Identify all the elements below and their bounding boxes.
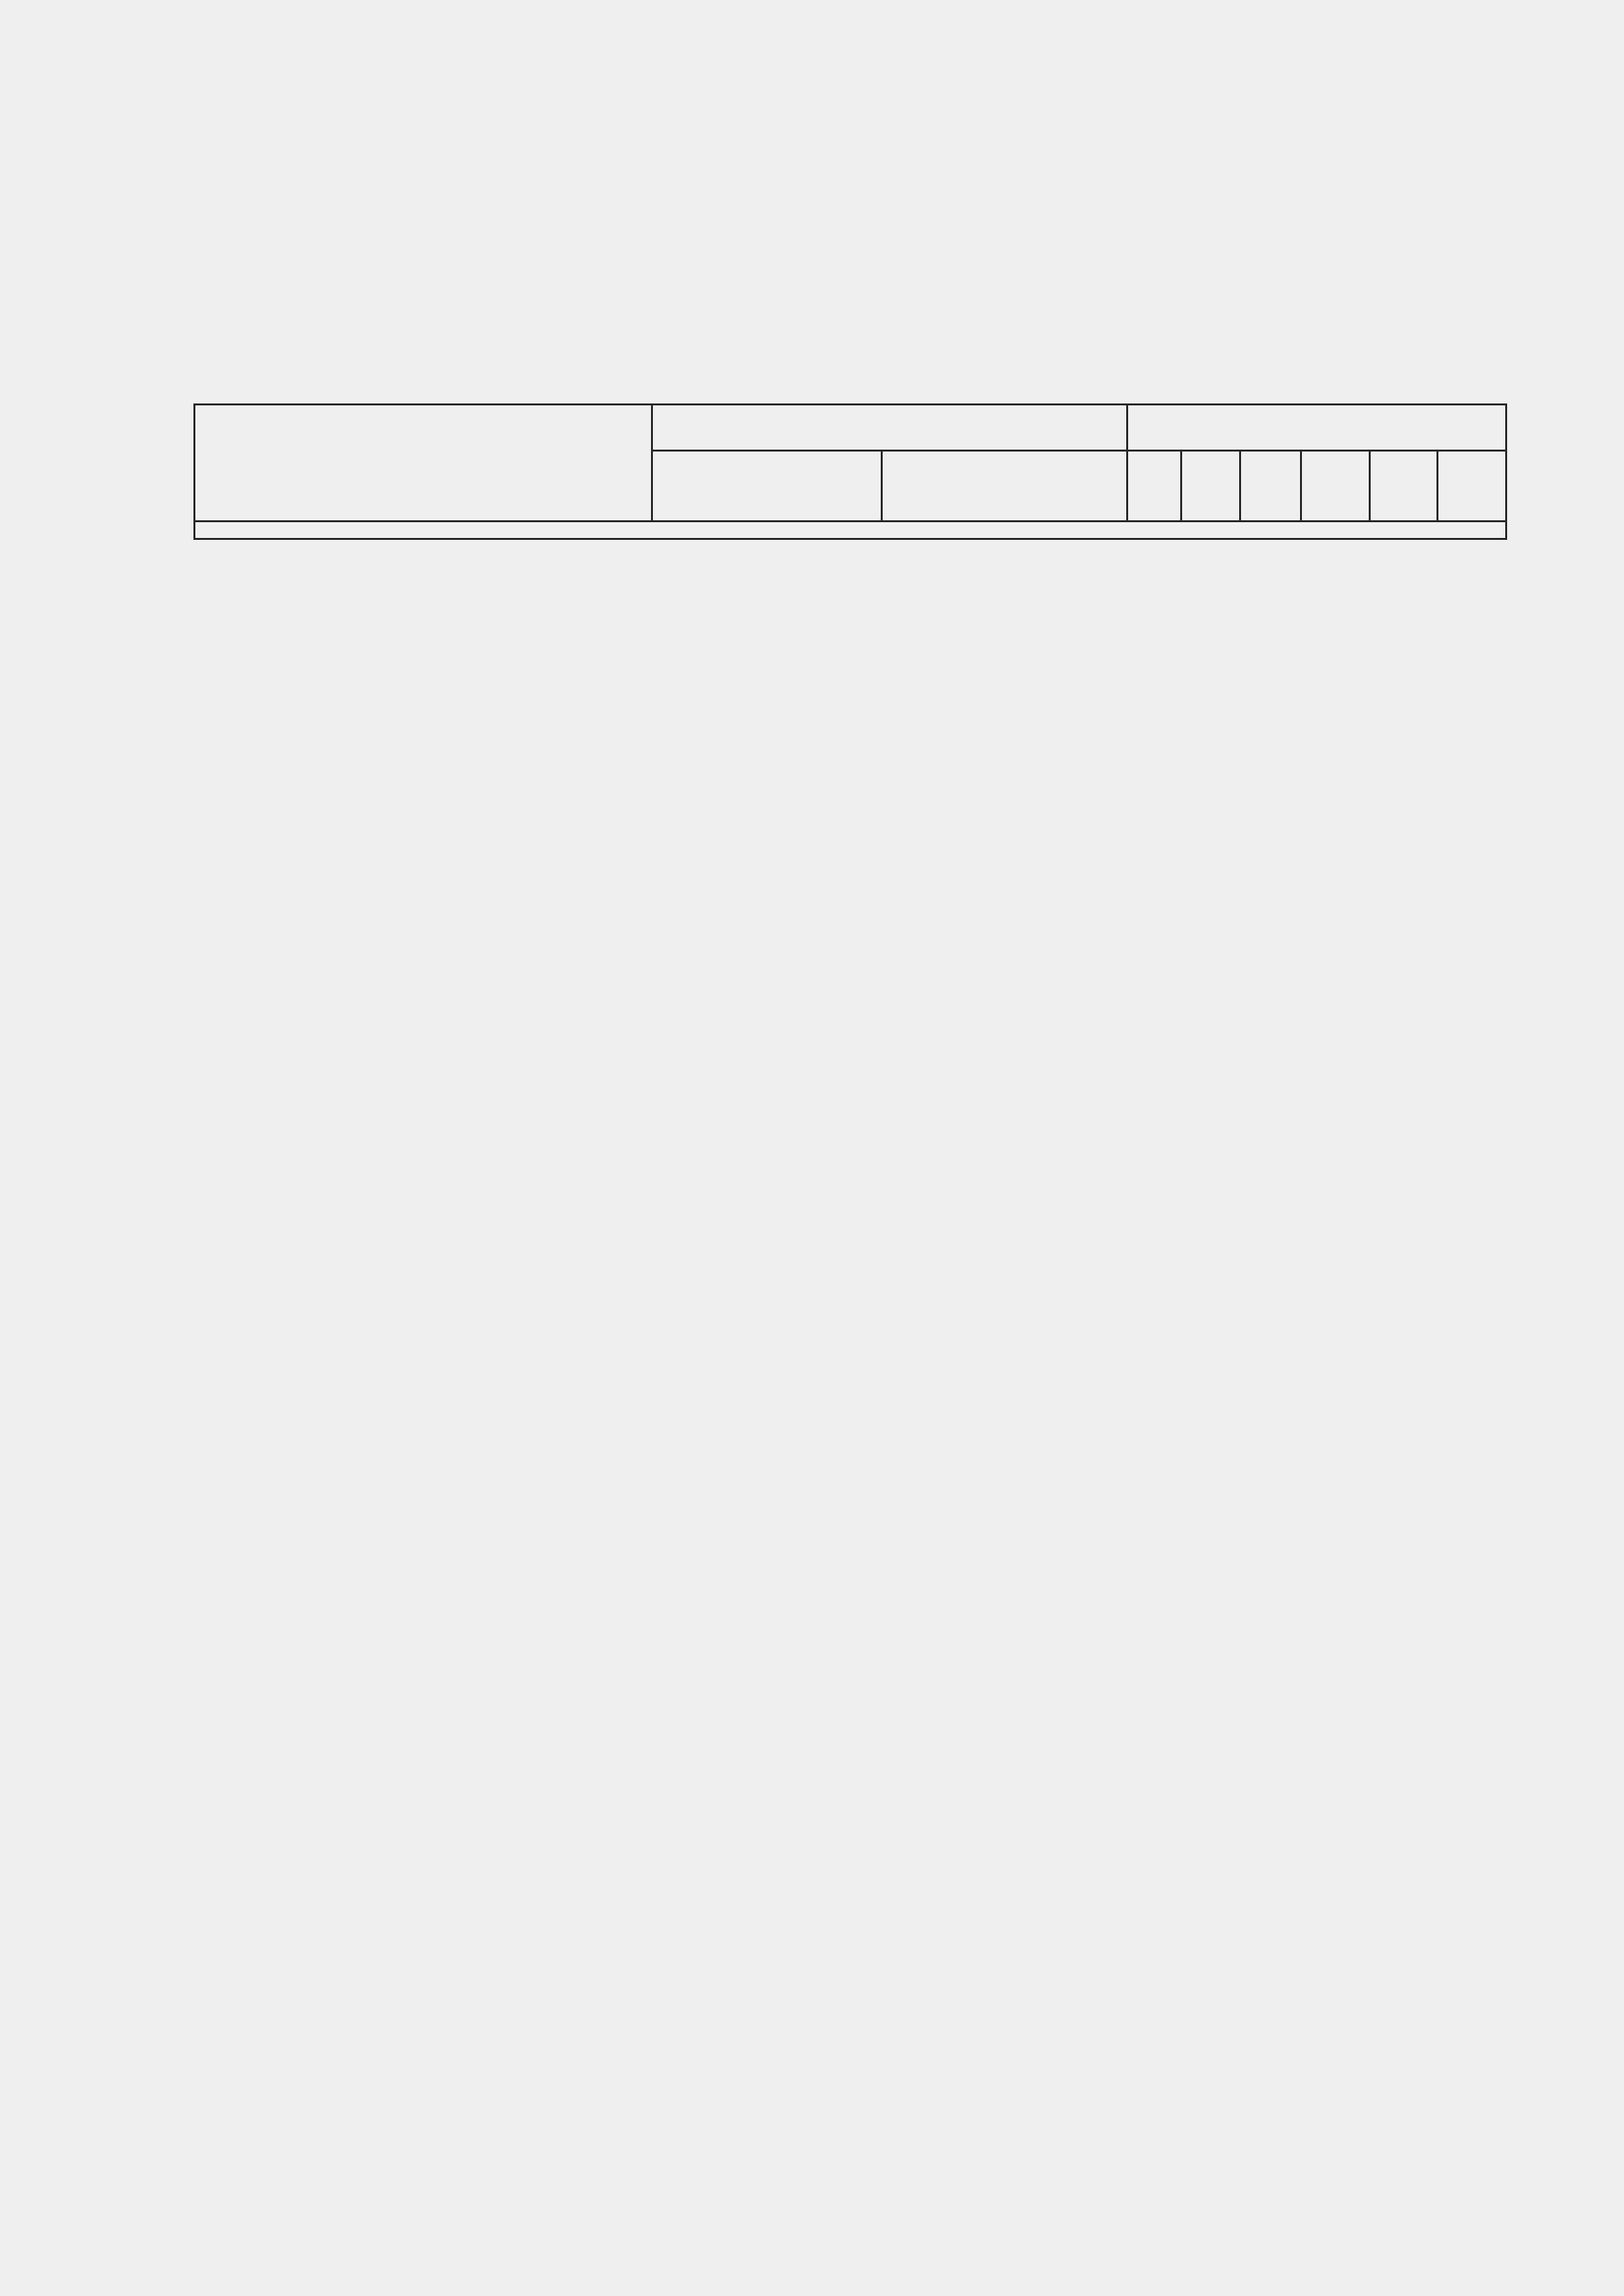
- header-test-name: [194, 404, 652, 521]
- paragraph-allowance: [193, 36, 1507, 73]
- header-tech-requirements: [652, 451, 882, 521]
- paragraph-9-2-1: [193, 271, 1507, 307]
- header-clause-number: [652, 404, 1127, 451]
- header-sample-1: [1127, 451, 1181, 521]
- test-program-table: [193, 403, 1507, 540]
- header-sample-6: [1437, 451, 1506, 521]
- paragraph-text: [193, 3, 262, 32]
- header-sample-2: [1181, 451, 1240, 521]
- header-test-method: [882, 451, 1127, 521]
- header-sample-4: [1301, 451, 1370, 521]
- paragraph-text: [193, 274, 262, 303]
- header-sample-number: [1127, 404, 1506, 451]
- paragraph-9-2-2: [193, 0, 1507, 36]
- header-sample-3: [1240, 451, 1301, 521]
- table-notes: [194, 521, 1506, 539]
- paragraph-text: [193, 39, 262, 69]
- header-sample-5: [1370, 451, 1437, 521]
